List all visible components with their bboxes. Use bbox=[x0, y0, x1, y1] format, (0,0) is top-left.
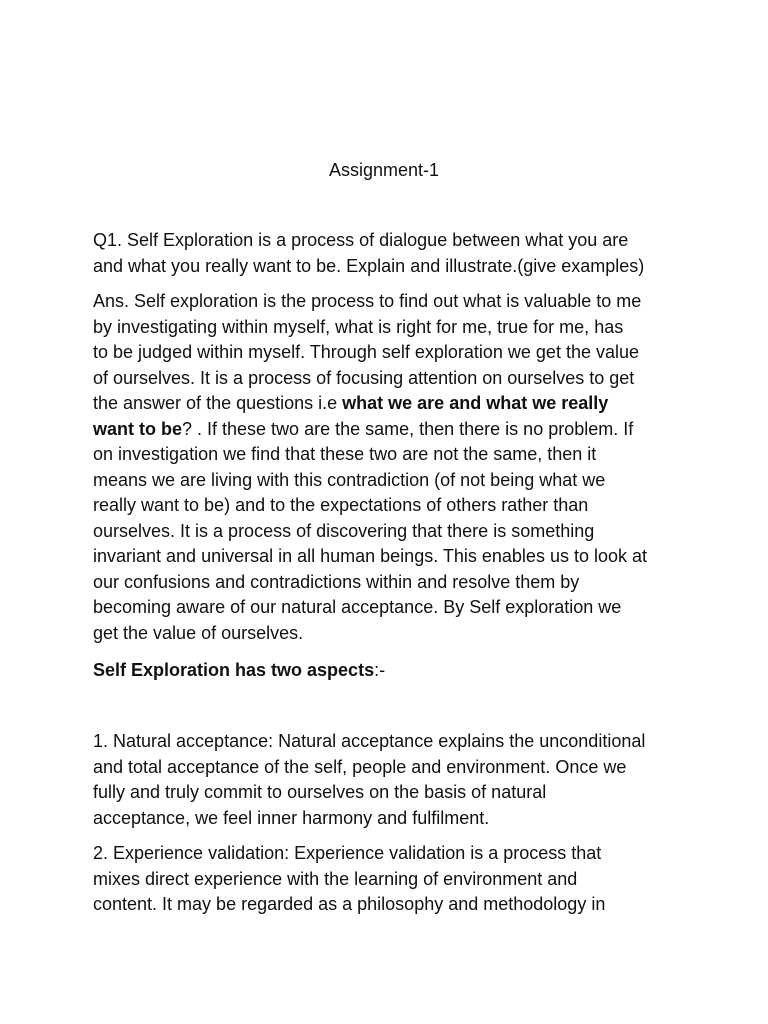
question-paragraph bbox=[93, 228, 683, 279]
question-line: Q1. Self Exploration is a process of dialogue between what you are bbox=[93, 230, 629, 250]
answer-emphasis: what we are and what we really bbox=[342, 393, 609, 413]
point1-line: and total acceptance of the self, people and environment. Once we bbox=[93, 756, 627, 777]
aspects-heading-suffix: :- bbox=[374, 660, 386, 680]
answer-line: ourselves. It is a process of discovering that there is something bbox=[93, 520, 595, 541]
answer-line: becoming aware of our natural acceptance. By Self exploration we bbox=[93, 597, 622, 617]
answer-line: by investigating within myself, what is right for me, true for me, has bbox=[93, 316, 624, 337]
aspects-heading-line bbox=[93, 658, 683, 684]
point2-line: mixes direct experience with the learning of environment and bbox=[93, 868, 578, 889]
point1-line: acceptance, we feel inner harmony and fulfilment. bbox=[93, 807, 490, 828]
answer-text: the answer of the questions i.e bbox=[93, 393, 343, 413]
answer-line: on investigation we find that these two are not the same, then it bbox=[93, 444, 597, 464]
answer-line: really want to be) and to the expectations of others rather than bbox=[93, 495, 589, 515]
answer-line: our confusions and contradictions within and resolve them by bbox=[93, 571, 580, 592]
aspects-heading-bold: Self Exploration has two aspects bbox=[93, 660, 375, 680]
question-line: and what you really want to be. Explain and illustrate.(give examples) bbox=[93, 255, 645, 276]
point1-line: 1. Natural acceptance: Natural acceptance explains the unconditional bbox=[93, 731, 646, 751]
answer-line bbox=[93, 417, 683, 443]
point2-line: content. It may be regarded as a philosophy and methodology in bbox=[93, 894, 606, 914]
answer-text: ? . If these two are the same, then there is no problem. If bbox=[182, 418, 634, 439]
answer-line: means we are living with this contradiction (of not being what we bbox=[93, 469, 606, 490]
point-experience-validation bbox=[93, 841, 683, 918]
answer-line bbox=[93, 391, 683, 417]
answer-line: of ourselves. It is a process of focusing attention on ourselves to get bbox=[93, 367, 635, 388]
answer-line: Ans. Self exploration is the process to find out what is valuable to me bbox=[93, 291, 642, 311]
answer-paragraph bbox=[93, 289, 683, 646]
answer-line: to be judged within myself. Through self exploration we get the value bbox=[93, 342, 639, 362]
point2-line: 2. Experience validation: Experience validation is a process that bbox=[93, 843, 602, 863]
answer-line: get the value of ourselves. bbox=[93, 622, 304, 643]
point1-line: fully and truly commit to ourselves on the basis of natural bbox=[93, 782, 547, 802]
answer-line: invariant and universal in all human beings. This enables us to look at bbox=[93, 546, 648, 566]
document-title: Assignment-1 bbox=[328, 160, 440, 180]
aspects-heading bbox=[93, 658, 683, 684]
point-natural-acceptance bbox=[93, 729, 683, 831]
answer-emphasis: want to be bbox=[93, 418, 182, 439]
